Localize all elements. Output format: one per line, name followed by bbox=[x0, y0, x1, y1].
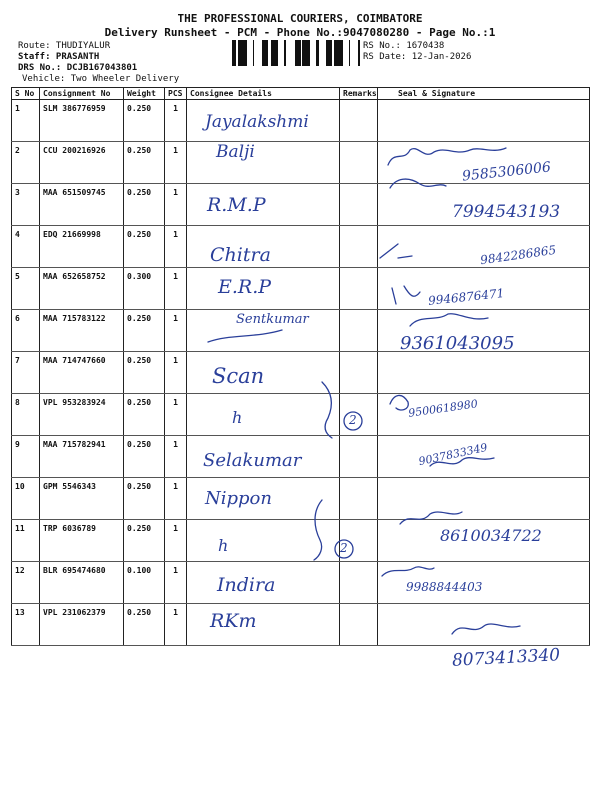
cell-weight: 0.250 bbox=[124, 100, 165, 142]
signature-scribble bbox=[400, 512, 462, 524]
cell-consignment: GPM 5546343 bbox=[40, 478, 124, 520]
bracket-count-circle bbox=[335, 540, 353, 558]
cell-sno: 12 bbox=[12, 562, 40, 604]
cell-consignment: MAA 652658752 bbox=[40, 268, 124, 310]
cell-sno: 11 bbox=[12, 520, 40, 562]
col-weight: Weight bbox=[124, 88, 165, 100]
handwritten-consignee: RKm bbox=[210, 610, 257, 632]
handwritten-consignee: Sentkumar bbox=[236, 312, 309, 327]
cell-pcs: 1 bbox=[165, 478, 187, 520]
cell-consignment: MAA 715783122 bbox=[40, 310, 124, 352]
cell-sno: 10 bbox=[12, 478, 40, 520]
bracket-count-label: 2 bbox=[340, 541, 348, 555]
cell-weight: 0.250 bbox=[124, 520, 165, 562]
cell-sno: 13 bbox=[12, 604, 40, 646]
handwritten-phone: 7994543193 bbox=[452, 202, 561, 222]
cell-pcs: 1 bbox=[165, 142, 187, 184]
cell-weight: 0.250 bbox=[124, 436, 165, 478]
handwritten-consignee: h bbox=[232, 408, 243, 427]
cell-pcs: 1 bbox=[165, 100, 187, 142]
cell-pcs: 1 bbox=[165, 310, 187, 352]
cell-pcs: 1 bbox=[165, 436, 187, 478]
signature-scribble bbox=[452, 624, 520, 634]
cell-sno: 2 bbox=[12, 142, 40, 184]
handwritten-consignee: h bbox=[218, 536, 229, 555]
cell-sno: 8 bbox=[12, 394, 40, 436]
handwritten-consignee: Selakumar bbox=[203, 450, 302, 471]
cell-sno: 4 bbox=[12, 226, 40, 268]
cell-weight: 0.250 bbox=[124, 478, 165, 520]
handwritten-consignee: E.R.P bbox=[218, 276, 272, 298]
cell-weight: 0.250 bbox=[124, 142, 165, 184]
cell-weight: 0.250 bbox=[124, 394, 165, 436]
bracket-mark bbox=[322, 382, 332, 438]
route-label: Route: THUDIYALUR bbox=[18, 41, 111, 51]
cell-consignment: VPL 231062379 bbox=[40, 604, 124, 646]
cell-pcs: 1 bbox=[165, 562, 187, 604]
cell-consignment: CCU 200216926 bbox=[40, 142, 124, 184]
cell-sno: 5 bbox=[12, 268, 40, 310]
signature-scribble bbox=[410, 314, 488, 326]
bracket-count-circle bbox=[344, 412, 362, 430]
vehicle-label: Vehicle: Two Wheeler Delivery bbox=[22, 74, 180, 84]
handwritten-phone: 9037833349 bbox=[417, 440, 489, 469]
cell-sno: 1 bbox=[12, 100, 40, 142]
drs-number: DRS No.: DCJB167043801 bbox=[18, 63, 138, 73]
cell-weight: 0.300 bbox=[124, 268, 165, 310]
cell-sno: 7 bbox=[12, 352, 40, 394]
signature-scribble bbox=[390, 179, 446, 188]
cell-pcs: 1 bbox=[165, 352, 187, 394]
handwritten-phone: 9946876471 bbox=[427, 286, 505, 308]
signature-scribble bbox=[382, 567, 434, 576]
col-remarks: Remarks bbox=[340, 88, 378, 100]
rs-date: RS Date: 12-Jan-2026 bbox=[363, 52, 472, 62]
cell-pcs: 1 bbox=[165, 604, 187, 646]
cell-consignment: SLM 386776959 bbox=[40, 100, 124, 142]
cell-weight: 0.250 bbox=[124, 226, 165, 268]
signature-scribble bbox=[380, 244, 412, 258]
strikethrough-line bbox=[208, 330, 282, 342]
col-sno: S No bbox=[12, 88, 40, 100]
cell-weight: 0.250 bbox=[124, 184, 165, 226]
handwritten-consignee: Indira bbox=[217, 574, 276, 596]
handwritten-phone: 9988844403 bbox=[406, 580, 483, 594]
handwritten-consignee: Chitra bbox=[210, 244, 271, 266]
cell-consignment: MAA 714747660 bbox=[40, 352, 124, 394]
handwritten-consignee: Jayalakshmi bbox=[205, 112, 309, 132]
handwritten-consignee: Nippon bbox=[205, 488, 272, 509]
rs-number: RS No.: 1670438 bbox=[363, 41, 445, 51]
handwritten-consignee: R.M.P bbox=[207, 194, 266, 216]
bracket-mark bbox=[314, 500, 322, 560]
cell-consignment: MAA 651509745 bbox=[40, 184, 124, 226]
col-signature: Seal & Signature bbox=[378, 88, 590, 100]
cell-weight: 0.100 bbox=[124, 562, 165, 604]
handwritten-consignee: Balji bbox=[216, 142, 255, 162]
cell-pcs: 1 bbox=[165, 226, 187, 268]
cell-sno: 9 bbox=[12, 436, 40, 478]
bracket-count-label: 2 bbox=[349, 413, 357, 427]
handwritten-phone: 9842286865 bbox=[479, 242, 557, 268]
cell-pcs: 1 bbox=[165, 394, 187, 436]
cell-weight: 0.250 bbox=[124, 310, 165, 352]
cell-consignment: EDQ 21669998 bbox=[40, 226, 124, 268]
cell-pcs: 1 bbox=[165, 268, 187, 310]
cell-consignment: VPL 953283924 bbox=[40, 394, 124, 436]
handwritten-phone: 8073413340 bbox=[451, 645, 561, 671]
signature-scribble bbox=[430, 458, 494, 466]
signature-scribble bbox=[392, 286, 420, 304]
cell-sno: 6 bbox=[12, 310, 40, 352]
runsheet-subtitle: Delivery Runsheet - PCM - Phone No.:9047080280 - Page No.:1 bbox=[104, 26, 496, 39]
col-consignment: Consignment No bbox=[40, 88, 124, 100]
company-name: THE PROFESSIONAL COURIERS, COIMBATORE bbox=[177, 12, 423, 25]
handwritten-consignee: Scan bbox=[212, 364, 265, 388]
cell-consignment: MAA 715782941 bbox=[40, 436, 124, 478]
handwritten-phone: 9585306006 bbox=[461, 159, 552, 185]
cell-sno: 3 bbox=[12, 184, 40, 226]
handwritten-phone: 8610034722 bbox=[440, 526, 542, 545]
cell-weight: 0.250 bbox=[124, 352, 165, 394]
handwritten-phone: 9361043095 bbox=[400, 333, 515, 354]
handwritten-phone: 9500618980 bbox=[407, 397, 479, 420]
signature-scribble bbox=[390, 395, 408, 410]
staff-label: Staff: PRASANTH bbox=[18, 52, 100, 62]
cell-weight: 0.250 bbox=[124, 604, 165, 646]
cell-consignment: BLR 695474680 bbox=[40, 562, 124, 604]
signature-scribble bbox=[388, 148, 506, 165]
col-consignee: Consignee Details bbox=[187, 88, 340, 100]
cell-pcs: 1 bbox=[165, 520, 187, 562]
cell-pcs: 1 bbox=[165, 184, 187, 226]
col-pcs: PCS bbox=[165, 88, 187, 100]
cell-consignment: TRP 6036789 bbox=[40, 520, 124, 562]
